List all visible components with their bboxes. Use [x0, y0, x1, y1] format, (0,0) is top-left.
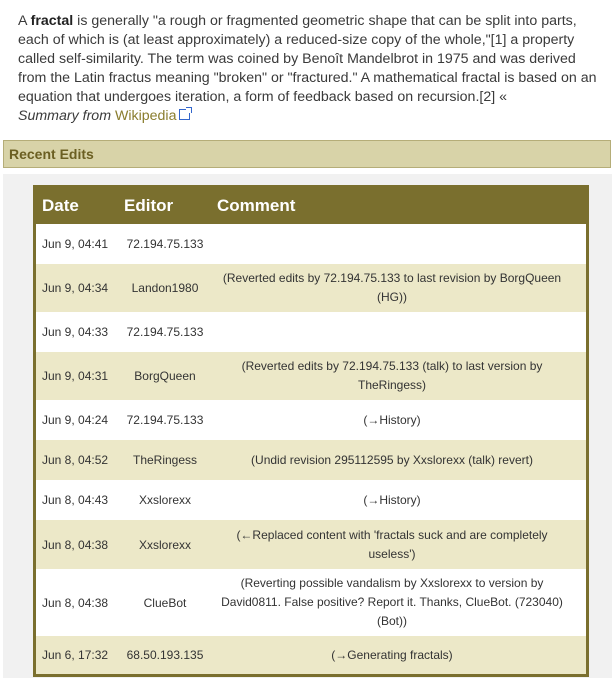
table-row	[36, 352, 586, 400]
row-comment	[218, 224, 566, 264]
external-link-icon	[179, 109, 190, 120]
table-row	[36, 636, 586, 674]
row-comment: (→History)	[363, 412, 421, 427]
table-row	[36, 440, 586, 480]
recent-edits-table	[33, 185, 589, 677]
table-row	[36, 569, 586, 636]
row-date: Jun 9, 04:24	[42, 413, 109, 427]
row-comment: (Reverting possible vandalism by Xxslorexx to version by David0811. False positive? Report it. Thanks, ClueBot. (723040) (Bot))	[221, 576, 563, 628]
row-editor: 72.194.75.133	[126, 237, 204, 251]
summary-attribution	[18, 108, 190, 124]
row-date: Jun 9, 04:34	[42, 281, 109, 295]
table-row	[36, 520, 586, 569]
row-comment: (Reverted edits by 72.194.75.133 (talk) to last version by TheRingess)	[241, 359, 543, 392]
row-editor: 68.50.193.135	[126, 648, 204, 662]
row-date: Jun 6, 17:32	[42, 648, 109, 662]
row-editor: 72.194.75.133	[126, 325, 204, 339]
header-comment: Comment	[217, 196, 296, 215]
row-date: Jun 9, 04:31	[42, 369, 109, 383]
row-date: Jun 8, 04:38	[42, 537, 109, 552]
header-editor: Editor	[124, 196, 174, 215]
header-date: Date	[42, 196, 79, 215]
table-row	[36, 312, 586, 352]
row-comment: (←Replaced content with 'fractals suck and are completely useless')	[236, 527, 548, 561]
recent-edits-panel	[3, 174, 612, 678]
row-date: Jun 9, 04:41	[42, 237, 109, 251]
recent-edits-header	[3, 140, 611, 168]
row-editor: BorgQueen	[134, 369, 196, 383]
summary-text-body: is generally "a rough or fragmented geometric shape that can be split into parts, each of which is (at least approximately) a reduced-size copy of the whole,"[1] a property called self-similarity. The term was coined by Benoît Mandelbrot in 1975 and was derived from the Latin fractus meaning "broken" or "fractured." A mathematical fractal is based on an equation that undergoes iteration, a form of feedback based on recursion.[2] «	[18, 13, 597, 105]
row-editor: Landon1980	[131, 281, 199, 295]
summary-term: fractal	[30, 13, 74, 29]
table-row	[36, 224, 586, 264]
summary-from-label: Summary from	[18, 108, 115, 124]
row-date: Jun 8, 04:38	[42, 595, 109, 610]
row-date: Jun 8, 04:52	[42, 453, 109, 467]
row-date: Jun 8, 04:43	[42, 493, 109, 507]
row-comment: (→Generating fractals)	[331, 647, 453, 662]
summary-text-lead: A	[18, 13, 31, 29]
table-row	[36, 264, 586, 312]
row-comment: (Reverted edits by 72.194.75.133 to last revision by BorgQueen (HG))	[222, 271, 562, 304]
wikipedia-link[interactable]: Wikipedia	[114, 108, 177, 124]
summary-text	[18, 12, 603, 126]
summary-panel	[0, 0, 615, 132]
row-comment: (Undid revision 295112595 by Xxslorexx (talk) revert)	[251, 452, 533, 467]
table-row	[36, 400, 586, 440]
table-header	[36, 188, 586, 224]
row-editor: 72.194.75.133	[126, 413, 204, 427]
row-comment	[218, 312, 566, 352]
row-editor: ClueBot	[143, 595, 187, 610]
row-editor: Xxslorexx	[138, 537, 191, 552]
table-row	[36, 480, 586, 520]
row-editor: Xxslorexx	[138, 493, 191, 507]
section-title: Recent Edits	[9, 146, 94, 162]
row-comment: (→History)	[363, 492, 421, 507]
row-date: Jun 9, 04:33	[42, 325, 109, 339]
row-editor: TheRingess	[132, 453, 198, 467]
